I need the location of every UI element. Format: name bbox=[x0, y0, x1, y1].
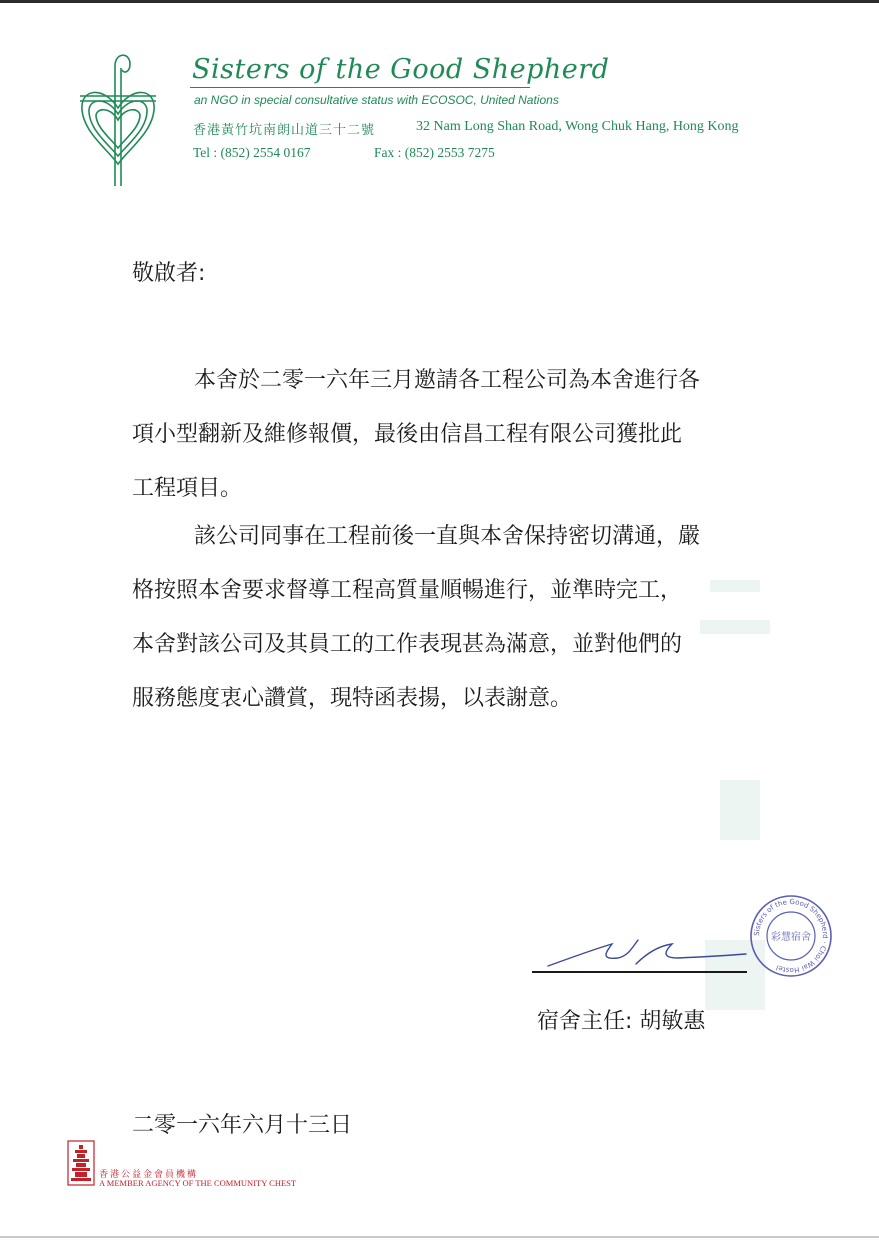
paragraph-1-line: 工程項目。 bbox=[132, 476, 243, 501]
paragraph-1-line: 本舍於二零一六年三月邀請各工程公司為本舍進行各 bbox=[194, 368, 701, 393]
org-name-underline bbox=[190, 87, 530, 88]
address-english: 32 Nam Long Shan Road, Wong Chuk Hang, Hong Kong bbox=[416, 119, 739, 134]
paragraph-1-line: 項小型翻新及維修報價，最後由信昌工程有限公司獲批此 bbox=[132, 422, 683, 447]
paragraph-2-line: 本舍對該公司及其員工的工作表現甚為滿意，並對他們的 bbox=[132, 632, 683, 657]
letter-date: 二零一六年六月十三日 bbox=[132, 1113, 353, 1138]
org-tagline: an NGO in special consultative status with ECOSOC, United Nations bbox=[194, 93, 559, 107]
paragraph-2-line: 該公司同事在工程前後一直與本舍保持密切溝通，嚴 bbox=[194, 524, 701, 549]
stamp-ring-text: Sisters of the Good Shepherd · Choi Wai Hostel bbox=[752, 897, 830, 975]
paragraph-2 bbox=[132, 510, 744, 726]
signature-line bbox=[532, 971, 747, 973]
community-chest-logo-icon bbox=[67, 1140, 95, 1188]
paragraph-2-line: 格按照本舍要求督導工程高質量順暢進行，並準時完工， bbox=[132, 578, 683, 603]
fax: Fax : (852) 2553 7275 bbox=[374, 145, 495, 160]
bottom-border bbox=[0, 1236, 879, 1238]
community-chest-chinese: 香港公益金會員機構 bbox=[99, 1170, 199, 1180]
telephone: Tel : (852) 2554 0167 bbox=[193, 145, 311, 160]
paragraph-1 bbox=[132, 354, 744, 516]
top-border bbox=[0, 0, 879, 3]
org-name: Sisters of the Good Shepherd bbox=[192, 54, 610, 85]
salutation: 敬啟者: bbox=[132, 261, 206, 286]
paragraph-2-line: 服務態度衷心讚賞，現特函表揚，以表謝意。 bbox=[132, 686, 573, 711]
address-chinese: 香港黃竹坑南朗山道三十二號 bbox=[193, 123, 376, 138]
community-chest-english: A MEMBER AGENCY OF THE COMMUNITY CHEST bbox=[99, 1178, 297, 1188]
signatory: 宿舍主任: 胡敏惠 bbox=[537, 1009, 706, 1034]
handwritten-signature bbox=[540, 930, 750, 972]
hostel-stamp bbox=[748, 893, 834, 979]
cross-heart-logo-icon bbox=[76, 48, 160, 190]
stamp-center-text: 彩慧宿舍 bbox=[771, 932, 811, 943]
